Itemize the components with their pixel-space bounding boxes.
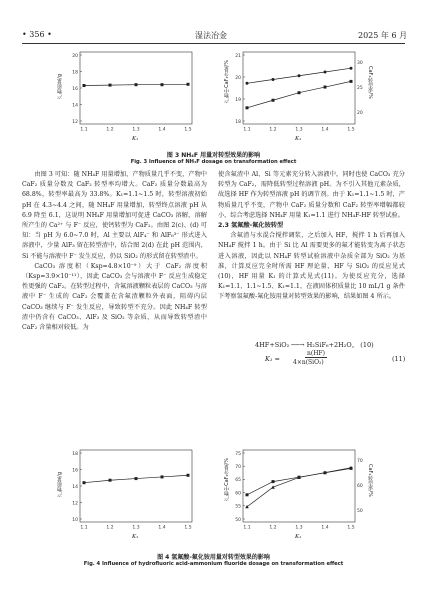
- fig3-left-point: [135, 83, 138, 86]
- fig4-right-point: [272, 480, 275, 483]
- fig3-left-point: [161, 83, 164, 86]
- fig3-right-point: [246, 106, 249, 109]
- fig4-right-ytick: 60: [235, 491, 241, 497]
- fig4-left-xtick: 1.5: [184, 525, 192, 531]
- fig4-right-rtick: 70: [357, 458, 363, 464]
- fig3-right-point: [350, 67, 353, 70]
- fig4-left-ytick: 16: [72, 468, 78, 474]
- fig4-right-xtick: 1.3: [295, 525, 303, 531]
- fig4-right-series-line: [247, 468, 351, 494]
- fig4-right-rtick: 60: [357, 483, 363, 489]
- fig3-left-xtick: 1.2: [106, 127, 114, 133]
- fig4-left-ytick: 14: [72, 484, 78, 490]
- journal-name: 湿法冶金: [195, 31, 227, 40]
- fig3-right-rtick: 20: [357, 110, 363, 116]
- fig4-right-ytick: 75: [235, 451, 241, 457]
- fig4-right-ytick: 70: [235, 465, 241, 470]
- fig3-left-point: [187, 83, 190, 86]
- fig3-left-xtick: 1.4: [158, 127, 166, 133]
- fig4-right-ylabel: 产物中CaF₂含量/%: [224, 458, 230, 501]
- fig3-right-rtick: 25: [357, 85, 363, 91]
- equation-11-den: 4×n(SiO₂): [293, 359, 324, 366]
- fig3-right-ylabel-2: CaF₂转型率/%: [367, 66, 373, 99]
- fig4-left-xtick: 1.3: [132, 525, 140, 531]
- right-para-1: 使含氟渣中 Al、Si 等元素充分转入溶液中，同时也使 CaCO₃ 充分转型为 CaF₂，需降低转型过程溶液 pH。为不引入其他元素杂质，故选择 HF 作为转型溶液 pH 的调节剂。由于 K₁=1.1~1.5 时，产物质量几乎不变，产物中 CaF₂ 质量分数和 CaF₂ 转型率增幅都较小，综合考虑选择 NH₄F 用量 K₁=1.1 进行 NH₄F-HF 转型试验。: [218, 171, 405, 219]
- fig4-right-ytick: 65: [235, 478, 241, 484]
- fig4-left-ytick: 12: [72, 501, 78, 507]
- fig4-right-svg: [225, 450, 375, 530]
- fig4-right-rtick: 50: [357, 508, 363, 514]
- fig3-left-chart: [57, 52, 200, 142]
- fig3-right-xtick: 1.2: [269, 127, 277, 133]
- fig4-left-point: [135, 477, 138, 480]
- fig4-caption-en: Fig. 4 Influence of hydrofluoric acid-ammonium fluoride dosage on transformation effect: [83, 561, 344, 567]
- fig3-right-point: [324, 70, 327, 73]
- fig4-left-ytick: 10: [72, 517, 78, 523]
- fig4-left-xlabel: K₁: [132, 534, 139, 540]
- fig3-right-svg: [225, 52, 375, 132]
- fig3-right-xtick: 1.5: [347, 127, 355, 133]
- fig4-left-point: [187, 474, 190, 477]
- fig3-right-point: [272, 99, 275, 102]
- fig3-right-point: [298, 91, 301, 94]
- left-column: [22, 170, 207, 455]
- equation-11-tag: (11): [392, 355, 406, 363]
- fig3-right-xlabel: K₁: [295, 136, 302, 142]
- fig4-right-xlabel: K₁: [295, 534, 302, 540]
- fig3-right-point: [246, 82, 249, 85]
- fig3-left-ytick: 20: [72, 53, 78, 59]
- fig3-right-chart: [224, 52, 375, 142]
- fig3-right-series-line: [247, 81, 351, 107]
- fig4-right-xtick: 1.2: [269, 525, 277, 531]
- fig4-right-ytick: 50: [235, 517, 241, 523]
- fig4-right-xtick: 1.4: [321, 525, 329, 531]
- fig4-left-svg: [60, 450, 200, 530]
- fig3-left-ytick: 12: [72, 119, 78, 125]
- fig3-right-xtick: 1.1: [243, 127, 251, 133]
- fig3-left-xtick: 1.1: [80, 127, 88, 133]
- equation-10: 4HF+SiO₂ ──→ H₂SiF₆+2H₂O。 (10): [255, 341, 374, 349]
- fig4-left-xtick: 1.4: [158, 525, 166, 531]
- fig3-right-xtick: 1.3: [295, 127, 303, 133]
- fig4-left-chart: [57, 450, 200, 540]
- fig3-right-ytick: 21: [235, 53, 241, 59]
- fig3-left-xlabel: K₁: [132, 136, 139, 142]
- fig3-right-ylabel: 产物中CaF₂含量/%: [224, 60, 230, 103]
- fig3-right-rtick: 30: [357, 60, 363, 66]
- issue-date: 2025 年 6 月: [358, 31, 408, 40]
- page-number: • 356 •: [22, 30, 52, 39]
- left-para-1: 由图 3 可知：随 NH₄F 用量增加，产物质量几乎不变，产物中 CaF₂ 质量分数及 CaF₂ 转型率均增大。CaF₂ 质量分数最高为 68.8%，转型率最高为 33.8%。K₁=1.1~1.5 时，转型溶液初始 pH 在 4.3~4.4 之间，随 NH₄F 用量增加，转型终点溶液 pH 从 6.9 降至 6.1，这说明 NH₄F 用量增加可促进 CaCO₃ 溶解，溶解所产生的 Ca²⁺ 与 F⁻ 反应，使钙转型为 CaF₂。由图 2(c)、(d) 可知：当 pH 为 6.0~7.0 时，Al 主要以 AlF₄⁻ 和 AlF₆³⁻ 形式进入溶液中，少量 AlF₃ 留在转型渣中，结合图 2(d) 在此 pH 范围内，Si 不能与溶液中 F⁻ 发生反应，仍以 SiO₂ 的形式留在转型渣中。: [22, 171, 207, 260]
- fig4-left-ytick: 18: [72, 451, 78, 457]
- fig3-left-ytick: 16: [72, 86, 78, 92]
- fig3-right-point: [298, 74, 301, 77]
- fig4-left-xtick: 1.2: [106, 525, 114, 531]
- fig3-right-point: [272, 78, 275, 81]
- fig4-left-point: [83, 481, 86, 484]
- equation-11-lhs: K₁ =: [265, 355, 280, 363]
- fig3-right-ytick: 19: [235, 97, 241, 103]
- fig3-caption-en: Fig. 3 Influence of NH₄F dosage on transformation effect: [130, 159, 297, 165]
- fig3-left-ylabel: 产物质量/g: [57, 74, 63, 99]
- fig3-right-xtick: 1.4: [321, 127, 329, 133]
- fig4-caption-cn: 图 4 氢氟酸-氟化铵用量对转型效果的影响: [157, 554, 270, 561]
- fig4-left-ylabel: 产物质量/g: [57, 472, 63, 497]
- fig3-right-series: [235, 53, 363, 133]
- fig3-caption-cn: 图 3 NH₄F 用量对转型效果的影响: [166, 152, 261, 159]
- fig3-right-point: [350, 80, 353, 83]
- fig4-right-xtick: 1.1: [243, 525, 251, 531]
- equation-11-num: n(HF): [307, 350, 325, 357]
- fig3-left-ytick: 18: [72, 70, 78, 76]
- right-para-2: 含氟渣与水混合搅拌调浆，之后加入 HF，搅拌 1 h 后再加入 NH₄F 搅拌 1 h。由于 Si 比 Al 需要更多的氟才能转变为离子状态进入溶液，因此以 NH₄F 转型试验溶液中杂质全部为 SiO₂ 为基准，计算反应完全时所需 HF 理论量，HF 与 SiO₂ 的反应见式(10)，HF 用量 K₁ 的计算式见式(11)。为使反应充分，选择 K₁=1.1、1.1~1.5、K₁=1.1，在液固体积质量比 10 mL/1 g 条件下考察氢氟酸-氟化铵用量对转型效果的影响，结果如图 4 所示。: [218, 232, 405, 301]
- header-rule: [22, 43, 405, 44]
- fig4-right-xtick: 1.5: [347, 525, 355, 531]
- fig4-right-series: [235, 451, 363, 531]
- fig4-right-point: [246, 493, 249, 496]
- fig3-left-xtick: 1.5: [184, 127, 192, 133]
- fig3-left-svg: [60, 52, 200, 132]
- fig3-right-point: [324, 86, 327, 89]
- fig3-left-point: [109, 84, 112, 87]
- left-para-2: CaCO₃ 溶度积（Ksp=4.8×10⁻⁹）大于 CaF₂ 溶度积（Ksp=3.9×10⁻¹¹），因此 CaCO₃ 会与溶液中 F⁻ 反应生成稳定性更强的 CaF₂。在转型过程中，含氟溶液颗粒表层的 CaCO₃ 与溶液中 F⁻ 生成的 CaF₂ 会覆盖在含氟渣颗粒外表面，阻碍内层 CaCO₃ 继续与 F⁻ 发生反应，导致转型不充分。因此 NH₄F 转型渣中仍含有 CaCO₃、AlF₃ 及 SiO₂ 等杂质，从而导致转型渣中 CaF₂ 含量相对较低。为: [22, 262, 207, 332]
- fig3-left-point: [83, 84, 86, 87]
- fig3-left-series: [72, 53, 191, 133]
- fig4-left-point: [161, 475, 164, 478]
- fig4-left-xtick: 1.1: [80, 525, 88, 531]
- fig4-left-series: [72, 451, 191, 531]
- fig3-right-ytick: 18: [235, 119, 241, 125]
- fig4-right-ylabel-2: CaF₂转型率/%: [367, 464, 373, 497]
- section-heading: 2.3 氢氟酸-氟化铵转型: [218, 222, 284, 230]
- fig3-right-ytick: 20: [235, 75, 241, 81]
- fig3-left-xtick: 1.3: [132, 127, 140, 133]
- fig4-right-chart: [224, 450, 375, 540]
- fig4-left-point: [109, 479, 112, 482]
- fig3-left-ytick: 14: [72, 103, 78, 109]
- right-column: [218, 170, 405, 455]
- fig4-right-ytick: 55: [235, 504, 241, 510]
